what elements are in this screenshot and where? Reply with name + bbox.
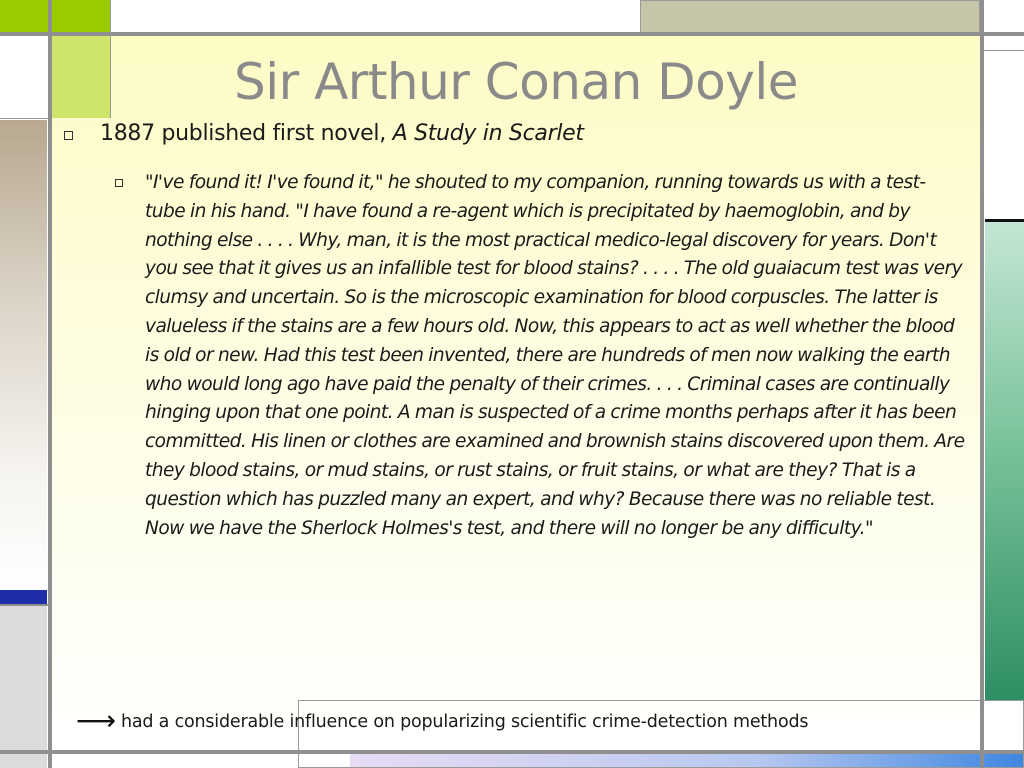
right-black-line	[985, 219, 1024, 222]
level1-bullet-text	[100, 119, 584, 149]
frame-top-line	[0, 32, 1024, 36]
right-arrow-icon: ⟶	[76, 704, 117, 737]
frame-right-line	[980, 0, 984, 768]
frame-left-line	[48, 0, 52, 768]
left-tan-gradient-block	[0, 120, 47, 590]
level1-bullet-square-icon	[64, 131, 73, 140]
quote-text: "I've found it! I've found it," he shouted to my companion, running towards us with a test-tube in his hand. "I have found a re-agent which is precipitated by haemoglobin, and by nothing else . . . . Why, man, it is the most practical medico-legal discovery for years. Don't you see that it gives us an infallible test for blood stains? . . . . The old guaiacum test was very clumsy and uncertain. So is the microscopic examination for blood corpuscles. The latter is valueless if the stains are a few hours old. Now, this appears to act as well whether the blood is old or new. Had this test been invented, there are hundreds of men now walking the earth who would long ago have paid the penalty of their crimes. . . . Criminal cases are continually hinging upon that one point. A man is suspected of a crime months perhaps after it has been committed. His linen or clothes are examined and brownish stains discovered upon them. Are they blood stains, or mud stains, or rust stains, or fruit stains, or what are they? That is a question which has puzzled many an expert, and why? Because there was no reliable test. Now we have the Sherlock Holmes's test, and there will no longer be any difficulty."	[145, 172, 965, 539]
slide-title: Sir Arthur Conan Doyle	[233, 53, 799, 111]
left-gray-block	[0, 606, 47, 768]
top-left-green-block	[0, 0, 110, 32]
frame-right-bottom-line	[984, 700, 1024, 701]
frame-bottom-line	[0, 750, 1024, 754]
conclusion-text: had a considerable influence on popularizing scientific crime-detection methods	[121, 712, 809, 732]
frame-left-h-line-2	[0, 604, 48, 606]
right-teal-block	[985, 222, 1024, 700]
level2-bullet-square-icon	[115, 179, 123, 187]
level1-text-plain: 1887 published first novel,	[100, 121, 393, 146]
frame-right-h-line	[984, 50, 1024, 51]
frame-left-h-line-1	[0, 118, 48, 119]
left-blue-block	[0, 590, 47, 604]
level1-text-italic: A Study in Scarlet	[392, 121, 584, 146]
